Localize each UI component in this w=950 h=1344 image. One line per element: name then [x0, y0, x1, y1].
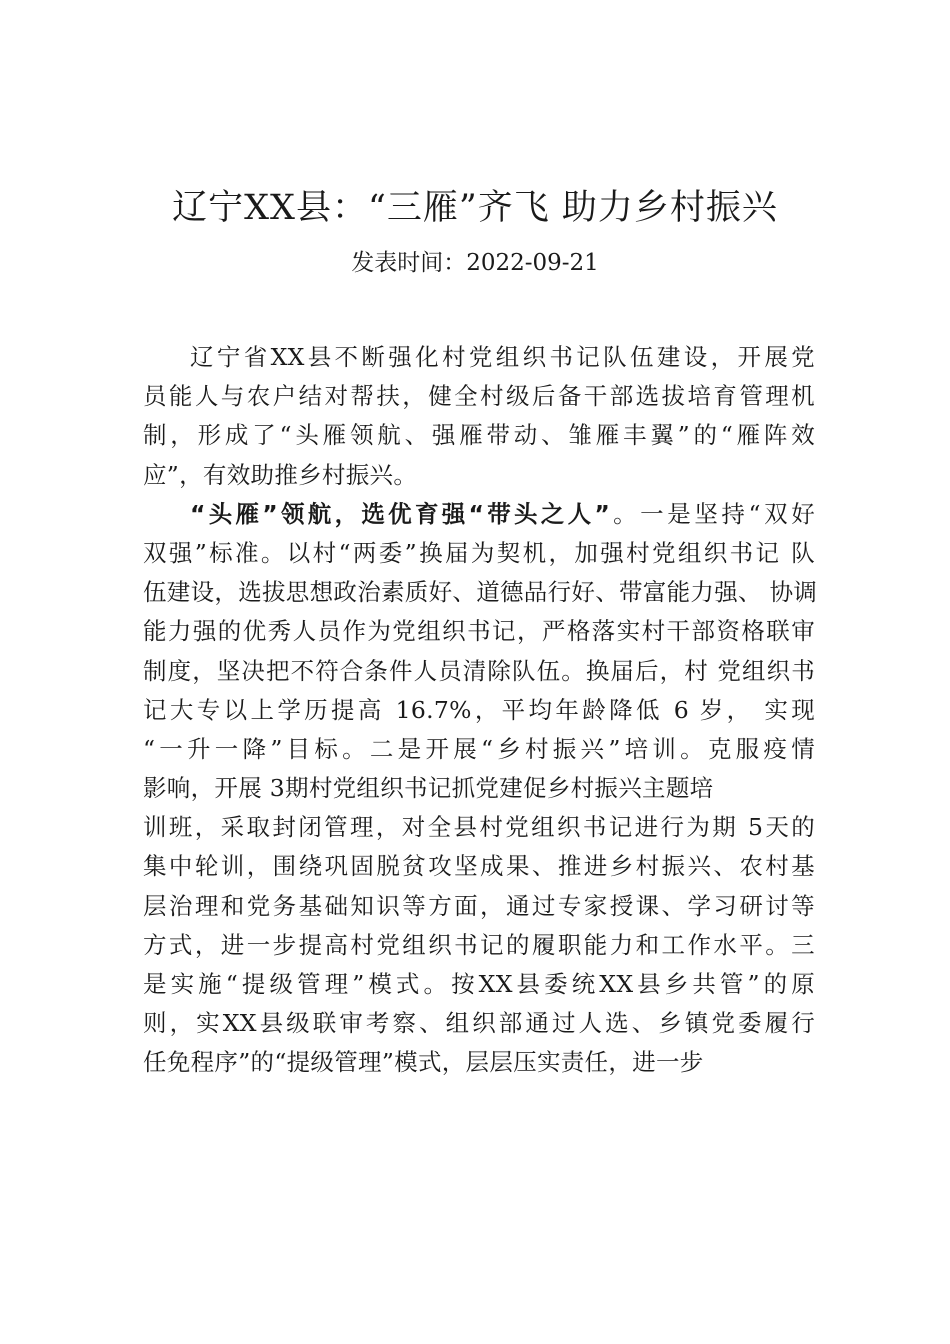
paragraph-line: 集中轮训，围绕巩固脱贫攻坚成果、推进乡村振兴、农村基: [143, 852, 815, 881]
paragraph-line: 方式，进一步提高村党组织书记的履职能力和工作水平。三: [143, 930, 815, 959]
document-body: [143, 338, 818, 1083]
paragraph-line: 能力强的优秀人员作为党组织书记，严格落实村干部资格联审: [143, 617, 815, 646]
paragraph-line: 制，形成了“头雁领航、强雁带动、雏雁丰翼”的“雁阵效: [143, 421, 815, 450]
document-title: 辽宁XX县：“三雁”齐飞 助力乡村振兴: [172, 188, 778, 228]
paragraph-line: 则，实XX县级联审考察、组织部通过人选、乡镇党委履行: [143, 1009, 815, 1038]
paragraph-line: “一升一降”目标。二是开展“乡村振兴”培训。克服疫情: [143, 734, 815, 763]
paragraph-line: [143, 495, 815, 534]
paragraph-line: 层治理和党务基础知识等方面，通过专家授课、学习研讨等: [143, 891, 815, 920]
paragraph-line: 训班，采取封闭管理，对全县村党组织书记进行为期 5天的: [143, 813, 815, 842]
paragraph-line: 辽宁省XX县不断强化村党组织书记队伍建设，开展党: [190, 343, 815, 371]
paragraph-line: 记大专以上学历提高 16.7%，平均年龄降低 6 岁， 实现: [143, 695, 815, 724]
section-heading: “头雁”领航，选优育强“带头之人”: [190, 499, 610, 528]
paragraph-line: 制度，坚决把不符合条件人员清除队伍。换届后，村 党组织书: [143, 656, 815, 685]
paragraph-line: 应”，有效助推乡村振兴。: [143, 460, 418, 489]
paragraph-line: 影响，开展 3期村党组织书记抓党建促乡村振兴主题培: [143, 774, 714, 803]
paragraph-line: 任免程序”的“提级管理”模式，层层压实责任，进一步: [143, 1048, 704, 1077]
paragraph-text: 。一是坚持“双好: [609, 499, 815, 528]
paragraph-line: 双强”标准。以村“两委”换届为契机，加强村党组织书记 队: [143, 538, 815, 567]
publish-date: 发表时间：2022-09-21: [351, 250, 599, 276]
paragraph-line: 伍建设，选拔思想政治素质好、道德品行好、带富能力强、 协调: [143, 578, 818, 607]
paragraph-line: 员能人与农户结对帮扶，健全村级后备干部选拔培育管理机: [143, 382, 815, 411]
paragraph-line: 是实施“提级管理”模式。按XX县委统XX县乡共管”的原: [143, 970, 815, 998]
